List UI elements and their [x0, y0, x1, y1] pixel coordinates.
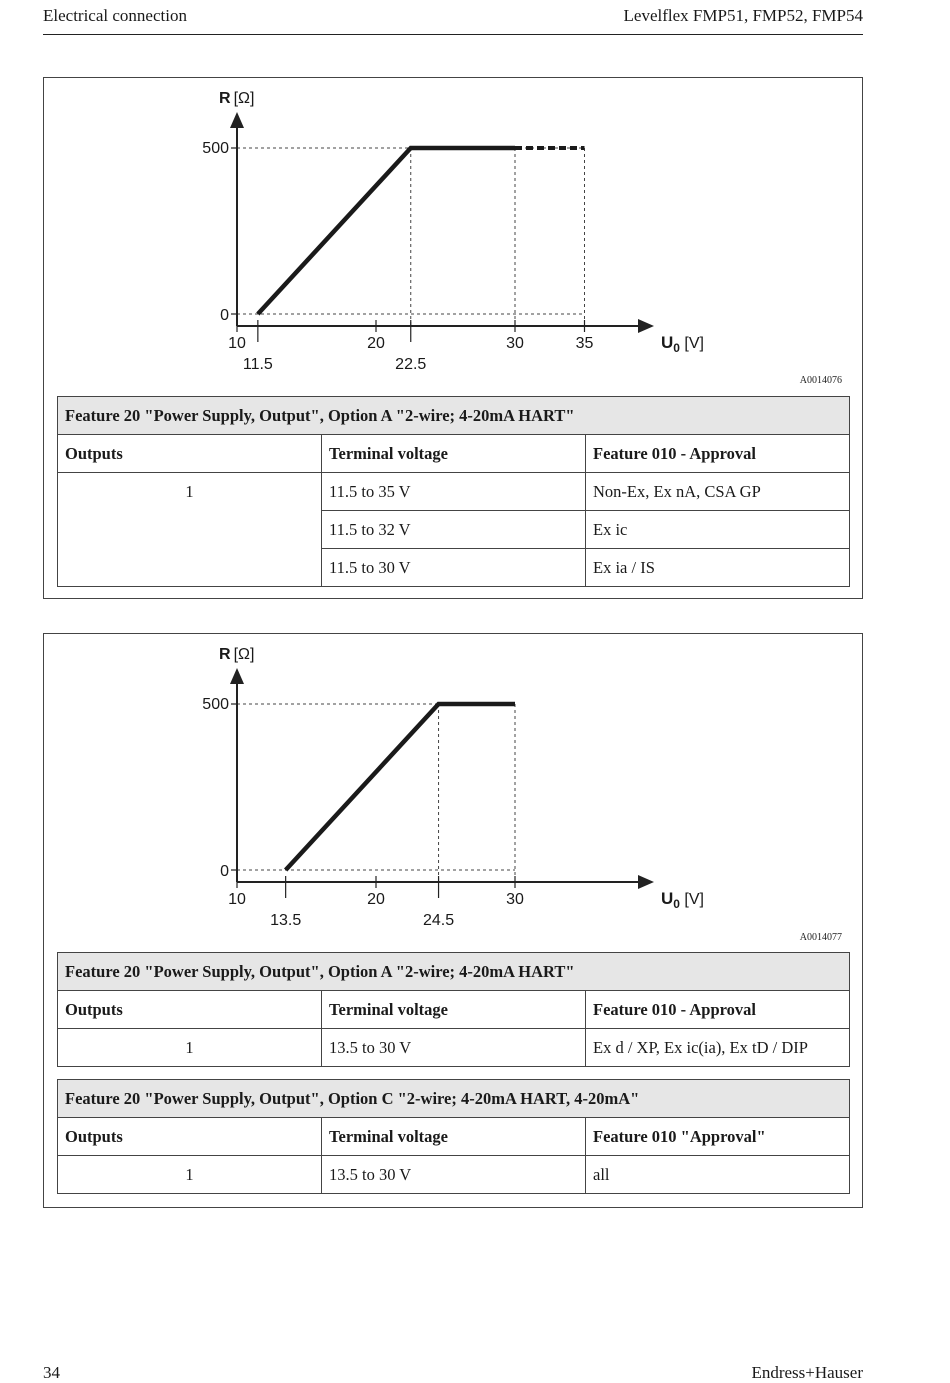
y-tick-0: 0 — [220, 307, 229, 324]
outputs-cell: 1 — [58, 473, 322, 587]
col-header-voltage: Terminal voltage — [322, 991, 586, 1029]
y-axis-arrow — [230, 112, 244, 128]
table-row — [58, 1029, 850, 1067]
voltage-cell: 13.5 to 30 V — [322, 1029, 586, 1067]
x-axis-label: $U_0$ [V] — [661, 333, 704, 355]
footer-brand: Endress+Hauser — [751, 1363, 863, 1382]
figure-box-1 — [43, 77, 863, 599]
x-tick-10: 10 — [228, 335, 246, 352]
col-header-approval: Feature 010 "Approval" — [586, 1118, 850, 1156]
x-tick-20: 20 — [367, 335, 385, 352]
x-axis-arrow — [638, 319, 654, 333]
page-number: 34 — [43, 1363, 60, 1382]
table-row — [58, 1156, 850, 1194]
voltage-cell: 13.5 to 30 V — [322, 1156, 586, 1194]
approval-cell: Ex ia / IS — [586, 549, 850, 587]
series-line — [286, 704, 515, 870]
series-line — [258, 148, 515, 314]
y-axis-label: R [Ω] — [219, 90, 255, 107]
x-axis-label: $U_0$ [V] — [661, 889, 704, 911]
x-axis-arrow — [638, 875, 654, 889]
col-header-voltage: Terminal voltage — [322, 435, 586, 473]
col-header-outputs: Outputs — [58, 435, 322, 473]
x-marker-knee: 24.5 — [422, 912, 455, 929]
table-row — [58, 473, 850, 511]
x-tick-35: 35 — [575, 335, 594, 352]
approval-cell: Ex d / XP, Ex ic(ia), Ex tD / DIP — [586, 1029, 850, 1067]
load-chart-2 — [44, 634, 864, 934]
y-tick-500: 500 — [202, 696, 229, 713]
approval-cell: Ex ic — [586, 511, 850, 549]
running-header-section: Electrical connection — [43, 6, 187, 25]
voltage-cell: 11.5 to 30 V — [322, 549, 586, 587]
col-header-outputs: Outputs — [58, 1118, 322, 1156]
figure-id: A0014077 — [799, 932, 842, 943]
col-header-approval: Feature 010 - Approval — [586, 435, 850, 473]
table-caption: Feature 20 "Power Supply, Output", Option A "2-wire; 4-20mA HART" — [58, 397, 850, 435]
table-caption: Feature 20 "Power Supply, Output", Option C "2-wire; 4-20mA HART, 4-20mA" — [58, 1080, 850, 1118]
x-tick-30: 30 — [506, 891, 524, 908]
x-tick-10: 10 — [228, 891, 246, 908]
y-axis-arrow — [230, 668, 244, 684]
outputs-cell: 1 — [58, 1029, 322, 1067]
figure-id: A0014076 — [799, 375, 842, 386]
spec-table-option-c — [57, 1079, 850, 1194]
voltage-cell: 11.5 to 32 V — [322, 511, 586, 549]
figure-box-2 — [43, 633, 863, 1208]
x-marker-start: 11.5 — [242, 356, 273, 373]
table-caption: Feature 20 "Power Supply, Output", Option A "2-wire; 4-20mA HART" — [58, 953, 850, 991]
approval-cell: Non-Ex, Ex nA, CSA GP — [586, 473, 850, 511]
y-axis-label: R [Ω] — [219, 646, 255, 663]
load-chart-1 — [44, 78, 864, 378]
spec-table-option-a — [57, 396, 850, 587]
x-tick-30: 30 — [506, 335, 524, 352]
col-header-voltage: Terminal voltage — [322, 1118, 586, 1156]
y-tick-500: 500 — [202, 140, 229, 157]
running-header-product: Levelflex FMP51, FMP52, FMP54 — [623, 6, 863, 25]
x-marker-knee: 22.5 — [395, 356, 427, 373]
col-header-approval: Feature 010 - Approval — [586, 991, 850, 1029]
approval-cell: all — [586, 1156, 850, 1194]
voltage-cell: 11.5 to 35 V — [322, 473, 586, 511]
y-tick-0: 0 — [220, 863, 229, 880]
x-tick-20: 20 — [367, 891, 385, 908]
x-marker-start: 13.5 — [270, 912, 302, 929]
spec-table-option-a — [57, 952, 850, 1067]
outputs-cell: 1 — [58, 1156, 322, 1194]
header-rule — [43, 34, 863, 35]
col-header-outputs: Outputs — [58, 991, 322, 1029]
